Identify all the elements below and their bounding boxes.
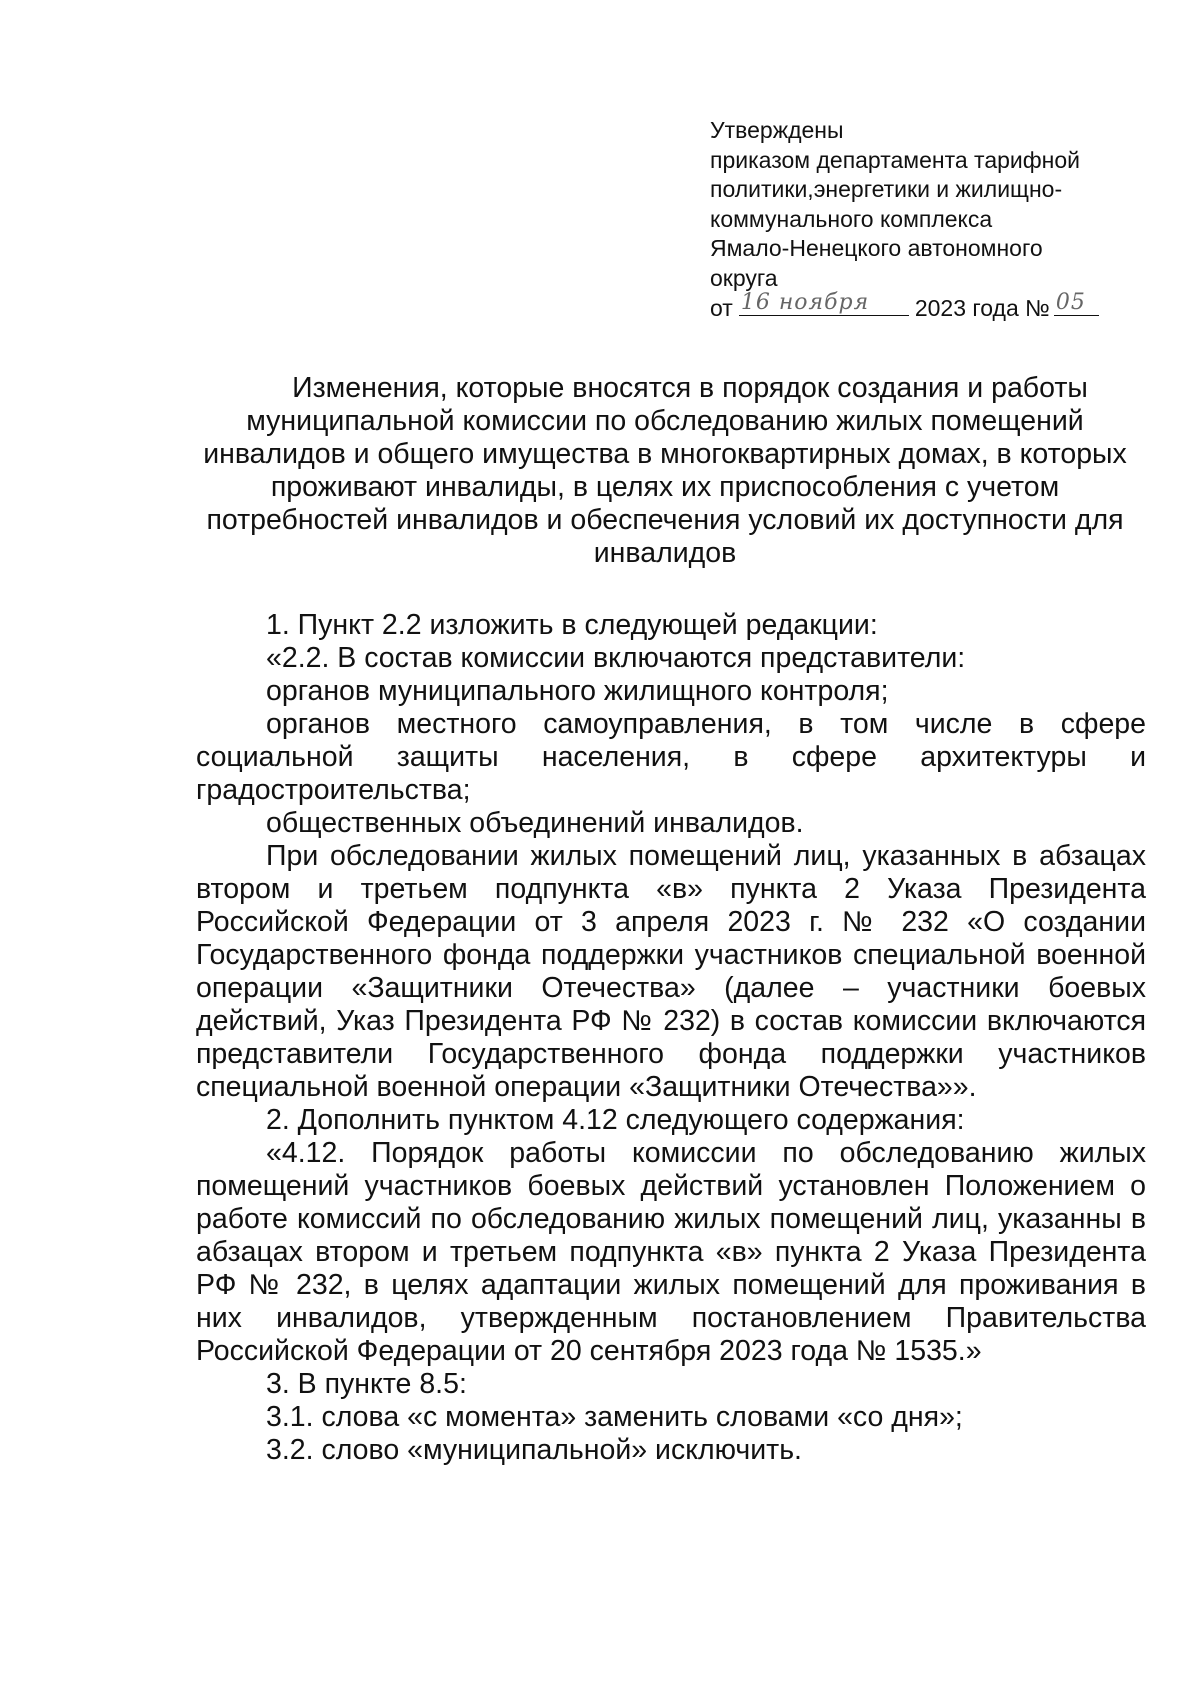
- paragraph-line: РФ № 232, в целях адаптации жилых помещений для проживания в: [196, 1269, 1146, 1301]
- paragraph-9: 3. В пункте 8.5:: [266, 1368, 467, 1400]
- handwritten-number: 05: [1055, 290, 1086, 315]
- year-text: 2023 года №: [914, 295, 1050, 321]
- paragraph-6: [196, 840, 1146, 1104]
- paragraph-line: Российской Федерации от 3 апреля 2023 г. № 232 «О создании: [196, 906, 1146, 938]
- approval-line: политики,энергетики и жилищно-: [710, 176, 1063, 202]
- paragraph-3: органов муниципального жилищного контроля;: [266, 675, 889, 707]
- title-line: потребностей инвалидов и обеспечения условий их доступности для: [206, 504, 1124, 536]
- document-title: [195, 372, 1135, 570]
- paragraph-line: градостроительства;: [196, 774, 471, 806]
- paragraph-line: действий, Указ Президента РФ № 232) в состав комиссии включаются: [196, 1005, 1146, 1037]
- paragraph-line: них инвалидов, утвержденным постановлением Правительства: [196, 1302, 1146, 1334]
- approval-line: округа: [710, 264, 778, 291]
- title-line: инвалидов: [593, 537, 737, 569]
- paragraph-1: 1. Пункт 2.2 изложить в следующей редакции:: [266, 609, 878, 641]
- date-prefix: от: [710, 295, 733, 321]
- paragraph-line: специальной военной операции «Защитники Отечества»».: [196, 1071, 977, 1103]
- paragraph-7: 2. Дополнить пунктом 4.12 следующего содержания:: [266, 1104, 965, 1136]
- paragraph-11: 3.2. слово «муниципальной» исключить.: [266, 1434, 802, 1466]
- paragraph-line: При обследовании жилых помещений лиц, указанных в абзацах: [266, 840, 1146, 872]
- paragraph-line: представители Государственного фонда поддержки участников: [196, 1038, 1146, 1070]
- number-blank: [1054, 290, 1099, 316]
- date-blank: [739, 290, 909, 316]
- approval-line: приказом департамента тарифной: [710, 146, 1081, 173]
- paragraph-2: «2.2. В состав комиссии включаются представители:: [266, 642, 966, 674]
- approval-line: Утверждены: [710, 117, 844, 143]
- title-line: муниципальной комиссии по обследованию жилых помещений: [246, 405, 1084, 437]
- approval-date-line: [710, 290, 1130, 324]
- paragraph-line: операции «Защитники Отечества» (далее – участники боевых: [196, 972, 1146, 1004]
- paragraph-line: органов местного самоуправления, в том числе в сфере: [266, 708, 1146, 740]
- paragraph-8: [196, 1137, 1146, 1368]
- handwritten-date: 16 ноября: [740, 290, 870, 315]
- paragraph-line: втором и третьем подпункта «в» пункта 2 Указа Президента: [196, 873, 1146, 905]
- paragraph-line: абзацах втором и третьем подпункта «в» пункта 2 Указа Президента: [196, 1236, 1146, 1268]
- paragraph-4: [196, 708, 1146, 807]
- paragraph-line: «4.12. Порядок работы комиссии по обследованию жилых: [266, 1137, 1146, 1169]
- paragraph-10: 3.1. слова «с момента» заменить словами «со дня»;: [266, 1401, 963, 1433]
- paragraph-line: Государственного фонда поддержки участников специальной военной: [196, 939, 1146, 971]
- title-line: проживают инвалиды, в целях их приспособления с учетом: [270, 471, 1060, 503]
- title-line: Изменения, которые вносятся в порядок создания и работы: [292, 372, 1088, 404]
- document-body: [196, 609, 1146, 1467]
- approval-line: Ямало-Ненецкого автономного: [710, 235, 1043, 261]
- paragraph-5: общественных объединений инвалидов.: [266, 807, 804, 839]
- paragraph-line: социальной защиты населения, в сфере архитектуры и: [196, 741, 1146, 773]
- approval-block: [710, 116, 1130, 324]
- paragraph-line: Российской Федерации от 20 сентября 2023 года № 1535.»: [196, 1335, 982, 1367]
- paragraph-line: помещений участников боевых действий установлен Положением о: [196, 1170, 1146, 1202]
- paragraph-line: работе комиссий по обследованию жилых помещений лиц, указанны в: [196, 1203, 1146, 1235]
- approval-line: коммунального комплекса: [710, 205, 993, 232]
- title-line: инвалидов и общего имущества в многоквартирных домах, в которых: [203, 438, 1127, 470]
